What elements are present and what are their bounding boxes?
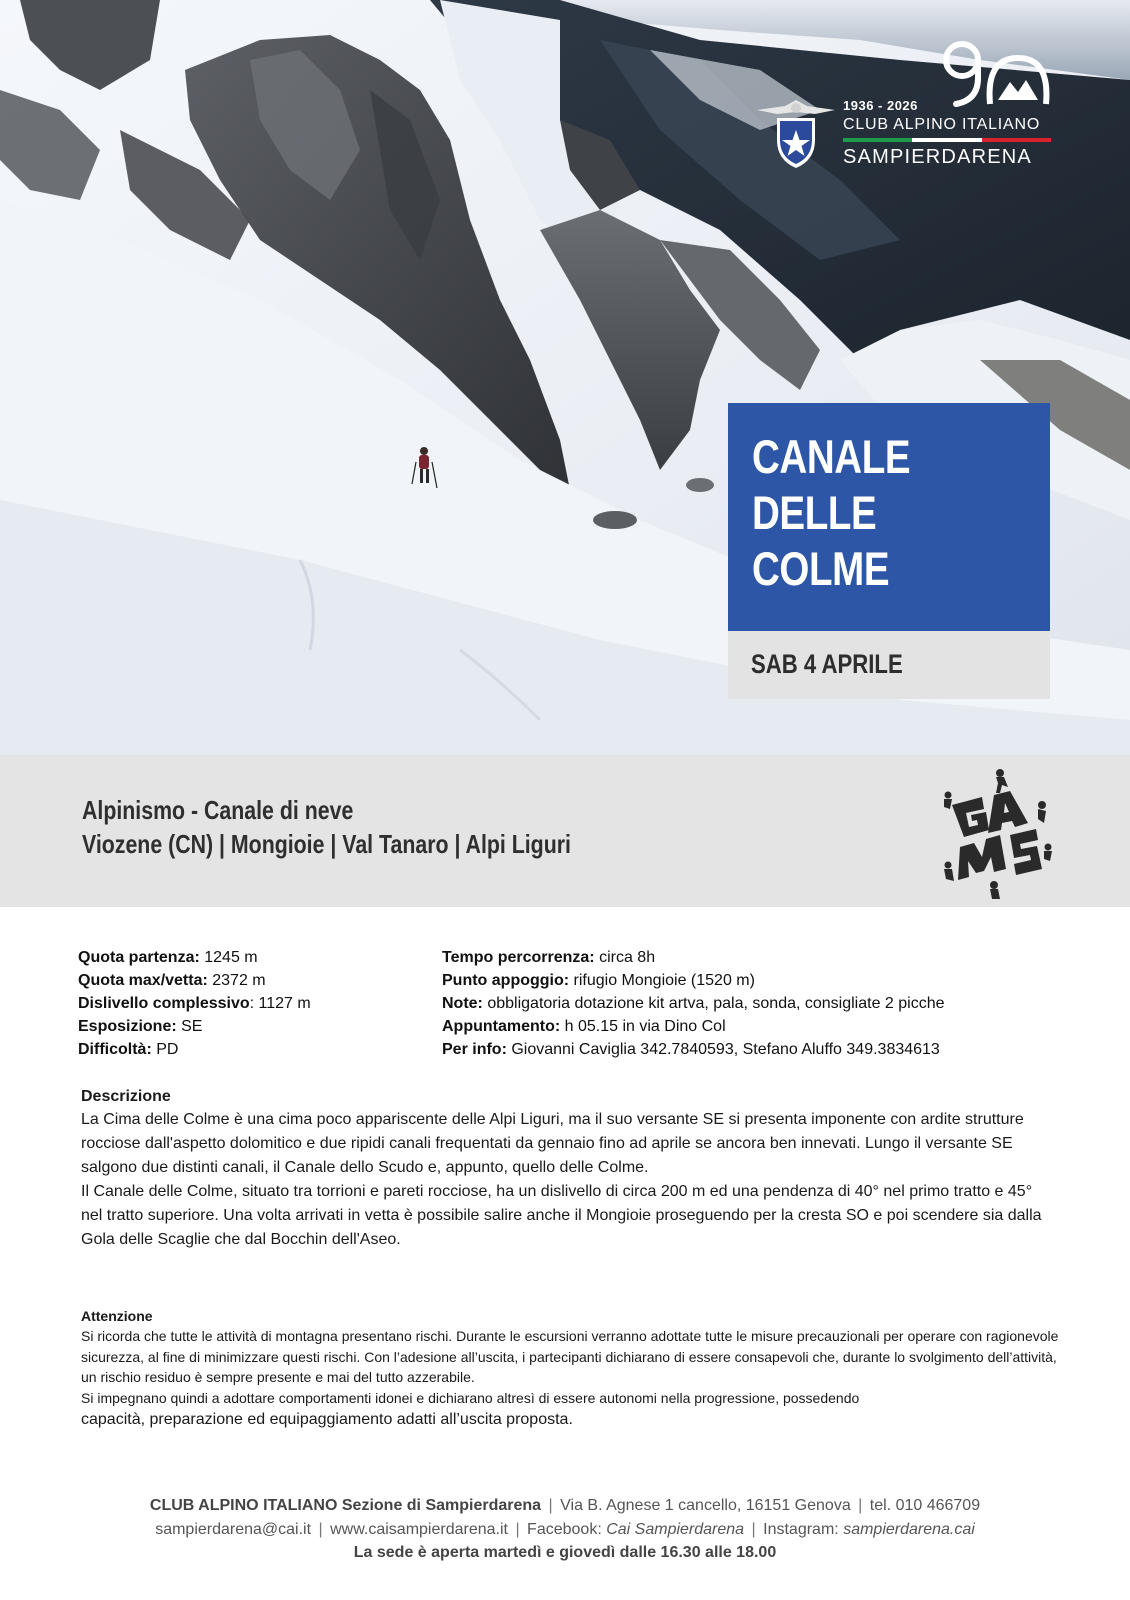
event-title-box bbox=[728, 403, 1050, 631]
info-value: circa 8h bbox=[594, 949, 656, 966]
info-value: obbligatoria dotazione kit artva, pala, sonda, consigliate 2 picche bbox=[482, 995, 945, 1012]
footer-line-1 bbox=[0, 1494, 1130, 1518]
description-paragraph-1: La Cima delle Colme è una cima poco appariscente delle Alpi Liguri, ma il suo versante SE si presenta imponente con ardite strutture rocciose dall'aspetto dolomitico e due ripidi canali frequentati da gennaio fino ad aprile se ancora ben innevati. Lungo il versante SE salgono due distinti canali, il Canale dello Scudo e, appunto, quello delle Colme. bbox=[81, 1111, 1024, 1176]
footer-separator: | bbox=[858, 1497, 863, 1514]
warning-paragraph-1: Si ricorda che tutte le attività di montagna presentano rischi. Durante le escursioni verranno adottate tutte le misure precauzionali per operare con ragionevole sicurezza, al fine di minimizzare questi rischi. Con l’adesione all’uscita, i partecipanti dichiarano di essere consapevoli che, durante lo svolgimento dell’attività, un rischio residuo è sempre presente e mai del tutto azzerabile. bbox=[81, 1328, 1059, 1385]
info-row bbox=[78, 969, 428, 992]
footer-instagram-label: Instagram: bbox=[763, 1520, 839, 1538]
footer bbox=[0, 1494, 1130, 1565]
info-label: Quota partenza: bbox=[78, 949, 200, 966]
footer-email-link[interactable]: sampierdarena@cai.it bbox=[155, 1520, 312, 1538]
location-line: Viozene (CN) | Mongioie | Val Tanaro | Alpi Liguri bbox=[82, 829, 571, 859]
italian-flag-stripe bbox=[843, 138, 1051, 142]
info-value: h 05.15 in via Dino Col bbox=[560, 1018, 726, 1035]
event-title-line-1: CANALE DELLE bbox=[752, 430, 911, 539]
info-row bbox=[78, 1015, 428, 1038]
hero-photo bbox=[0, 0, 1130, 755]
info-label: Tempo percorrenza: bbox=[442, 949, 595, 966]
footer-separator: | bbox=[548, 1497, 553, 1514]
info-label: Difficoltà: bbox=[78, 1041, 152, 1058]
event-date-box bbox=[728, 631, 1050, 699]
info-label: Per info: bbox=[442, 1041, 507, 1058]
info-row bbox=[78, 1038, 428, 1061]
info-row bbox=[442, 946, 1092, 969]
flag-stripe bbox=[912, 138, 981, 142]
subtitle-band bbox=[0, 755, 1130, 907]
info-label: Note: bbox=[442, 995, 483, 1012]
anniversary-90-icon bbox=[940, 38, 1052, 110]
info-value: Giovanni Caviglia 342.7840593, Stefano Aluffo 349.3834613 bbox=[506, 1041, 940, 1058]
info-row bbox=[442, 1015, 1092, 1038]
footer-opening-hours: La sede è aperta martedì e giovedì dalle 16.30 alle 18.00 bbox=[353, 1544, 777, 1561]
info-row bbox=[442, 1038, 1092, 1061]
gams-logo-icon bbox=[938, 765, 1058, 900]
footer-separator: | bbox=[515, 1520, 520, 1538]
description-paragraph-2: Il Canale delle Colme, situato tra torrioni e pareti rocciose, ha un dislivello di circa 200 m ed una pendenza di 40° nel primo tratto e 45° nel tratto superiore. Una volta arrivati in vetta è possibile salire anche il Mongioie proseguendo per la cresta SO e poi scendere sia dalla Gola delle Scaglie che dal Bocchin dell'Aseo. bbox=[81, 1183, 1042, 1248]
info-label: Appuntamento: bbox=[442, 1018, 561, 1035]
warning-paragraph-3: capacità, preparazione ed equipaggiamento adatti all’uscita proposta. bbox=[81, 1411, 573, 1428]
logo-section-name: SAMPIERDARENA bbox=[843, 146, 1032, 168]
anniversary-years: 1936 - 2026 bbox=[843, 98, 918, 113]
info-row bbox=[442, 969, 1092, 992]
info-column-right bbox=[442, 946, 1092, 1061]
flag-stripe bbox=[843, 138, 912, 142]
info-value: 1245 m bbox=[199, 949, 258, 966]
info-label: Quota max/vetta: bbox=[78, 972, 208, 989]
footer-org: CLUB ALPINO ITALIANO Sezione di Sampierdarena bbox=[149, 1497, 542, 1514]
info-column-left bbox=[78, 946, 428, 1061]
footer-line-2 bbox=[0, 1518, 1130, 1542]
footer-facebook-link[interactable]: Cai Sampierdarena bbox=[606, 1520, 745, 1538]
footer-separator: | bbox=[751, 1520, 756, 1538]
info-row bbox=[442, 992, 1092, 1015]
info-label: Punto appoggio: bbox=[442, 972, 570, 989]
info-row bbox=[78, 946, 428, 969]
activity-type: Alpinismo - Canale di neve bbox=[82, 795, 354, 825]
info-value: rifugio Mongioie (1520 m) bbox=[569, 972, 755, 989]
info-value: SE bbox=[176, 1018, 203, 1035]
info-value: 2372 m bbox=[207, 972, 266, 989]
info-label: Esposizione: bbox=[78, 1018, 177, 1035]
footer-separator: | bbox=[318, 1520, 323, 1538]
logo-club-name: CLUB ALPINO ITALIANO bbox=[843, 116, 1041, 133]
description-heading: Descrizione bbox=[81, 1088, 171, 1105]
info-value: : 1127 m bbox=[249, 995, 311, 1012]
event-title-line-2: COLME bbox=[752, 542, 890, 595]
event-title bbox=[752, 429, 1031, 597]
description-section bbox=[81, 1086, 1056, 1252]
warning-section bbox=[81, 1306, 1061, 1432]
cai-emblem-icon bbox=[755, 96, 837, 170]
footer-instagram-link[interactable]: sampierdarena.cai bbox=[843, 1520, 975, 1538]
info-row bbox=[78, 992, 428, 1015]
flag-stripe bbox=[982, 138, 1051, 142]
info-label: Dislivello complessivo bbox=[78, 995, 250, 1012]
warning-heading: Attenzione bbox=[81, 1308, 153, 1324]
footer-address: Via B. Agnese 1 cancello, 16151 Genova bbox=[560, 1497, 851, 1514]
footer-facebook-label: Facebook: bbox=[527, 1520, 602, 1538]
footer-tel: tel. 010 466709 bbox=[869, 1497, 981, 1514]
cai-logo bbox=[755, 38, 1055, 178]
warning-paragraph-2: Si impegnano quindi a adottare comportamenti idonei e dichiarano altresì di essere autonomi nella progressione, possedendo bbox=[81, 1389, 860, 1406]
event-date: SAB 4 APRILE bbox=[751, 649, 903, 679]
info-value: PD bbox=[151, 1041, 179, 1058]
footer-website-link[interactable]: www.caisampierdarena.it bbox=[330, 1520, 508, 1538]
